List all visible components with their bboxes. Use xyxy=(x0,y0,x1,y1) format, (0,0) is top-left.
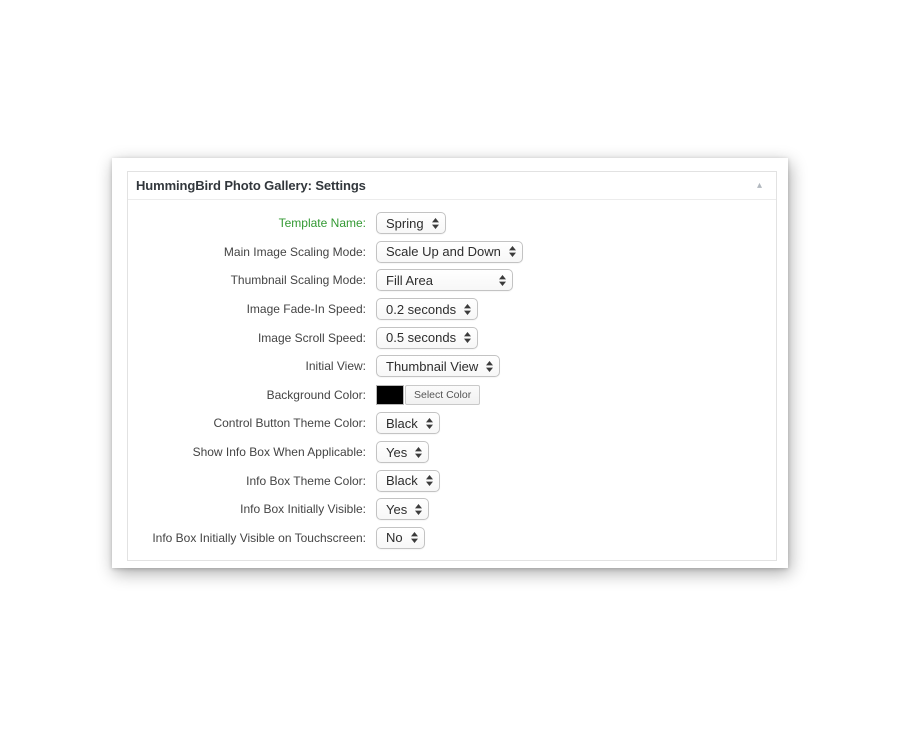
setting-label: Info Box Initially Visible on Touchscreen: xyxy=(152,530,366,545)
settings-metabox xyxy=(127,171,777,561)
updown-arrows-icon xyxy=(415,447,422,458)
setting-row xyxy=(128,438,776,467)
dropdown-select[interactable] xyxy=(376,498,429,520)
select-color-button[interactable]: Select Color xyxy=(405,385,480,405)
setting-label: Image Scroll Speed: xyxy=(257,330,366,345)
setting-control xyxy=(376,385,480,405)
setting-label: Initial View: xyxy=(305,359,366,374)
dropdown-selected-value: Black xyxy=(386,415,418,431)
dropdown-selected-value: No xyxy=(386,530,403,546)
dropdown-selected-value: Black xyxy=(386,473,418,489)
dropdown-selected-value: 0.5 seconds xyxy=(386,330,457,346)
setting-control xyxy=(376,327,478,349)
dropdown-selected-value: Thumbnail View xyxy=(386,358,479,374)
updown-arrows-icon xyxy=(426,418,433,429)
updown-arrows-icon xyxy=(432,218,439,229)
setting-label: Image Fade-In Speed: xyxy=(246,302,366,317)
updown-arrows-icon xyxy=(509,246,516,257)
dropdown-selected-value: Spring xyxy=(386,215,424,231)
setting-row xyxy=(128,238,776,267)
dropdown-select[interactable] xyxy=(376,212,446,234)
dropdown-select[interactable] xyxy=(376,527,425,549)
updown-arrows-icon xyxy=(486,361,493,372)
setting-row xyxy=(128,266,776,295)
dropdown-select[interactable] xyxy=(376,355,500,377)
setting-label: Show Info Box When Applicable: xyxy=(192,445,366,460)
setting-label: Template Name: xyxy=(278,216,366,231)
dropdown-selected-value: Scale Up and Down xyxy=(386,244,501,260)
setting-control xyxy=(376,470,440,492)
setting-row xyxy=(128,295,776,324)
setting-label: Main Image Scaling Mode: xyxy=(223,244,366,259)
updown-arrows-icon xyxy=(499,275,506,286)
dropdown-select[interactable] xyxy=(376,298,478,320)
setting-row xyxy=(128,352,776,381)
updown-arrows-icon xyxy=(415,504,422,515)
dropdown-select[interactable] xyxy=(376,269,513,291)
updown-arrows-icon xyxy=(464,332,471,343)
dropdown-select[interactable] xyxy=(376,327,478,349)
settings-panel xyxy=(112,158,788,568)
dropdown-selected-value: Yes xyxy=(386,501,408,517)
setting-label: Info Box Theme Color: xyxy=(246,473,366,488)
updown-arrows-icon xyxy=(411,532,418,543)
setting-control xyxy=(376,498,429,520)
setting-control xyxy=(376,527,425,549)
setting-label: Info Box Initially Visible: xyxy=(240,502,366,517)
dropdown-select[interactable] xyxy=(376,441,429,463)
setting-row xyxy=(128,466,776,495)
settings-list xyxy=(128,200,776,552)
setting-row xyxy=(128,495,776,524)
setting-row xyxy=(128,409,776,438)
setting-control xyxy=(376,241,523,263)
metabox-title: HummingBird Photo Gallery: Settings xyxy=(136,178,366,193)
setting-label: Background Color: xyxy=(266,387,366,402)
updown-arrows-icon xyxy=(464,304,471,315)
setting-control xyxy=(376,298,478,320)
setting-label: Control Button Theme Color: xyxy=(213,416,366,431)
setting-control xyxy=(376,355,500,377)
setting-label: Thumbnail Scaling Mode: xyxy=(230,273,366,288)
dropdown-selected-value: 0.2 seconds xyxy=(386,301,457,317)
setting-control xyxy=(376,412,440,434)
setting-control xyxy=(376,212,446,234)
setting-row xyxy=(128,323,776,352)
metabox-header[interactable] xyxy=(128,172,776,200)
setting-control xyxy=(376,269,513,291)
dropdown-selected-value: Yes xyxy=(386,444,408,460)
collapse-toggle-icon[interactable]: ▴ xyxy=(756,179,762,191)
setting-row xyxy=(128,209,776,238)
dropdown-select[interactable] xyxy=(376,470,440,492)
dropdown-selected-value: Fill Area xyxy=(386,272,433,288)
updown-arrows-icon xyxy=(426,475,433,486)
dropdown-select[interactable] xyxy=(376,412,440,434)
color-swatch[interactable] xyxy=(376,385,404,405)
setting-row xyxy=(128,524,776,553)
setting-row xyxy=(128,381,776,410)
setting-control xyxy=(376,441,429,463)
dropdown-select[interactable] xyxy=(376,241,523,263)
